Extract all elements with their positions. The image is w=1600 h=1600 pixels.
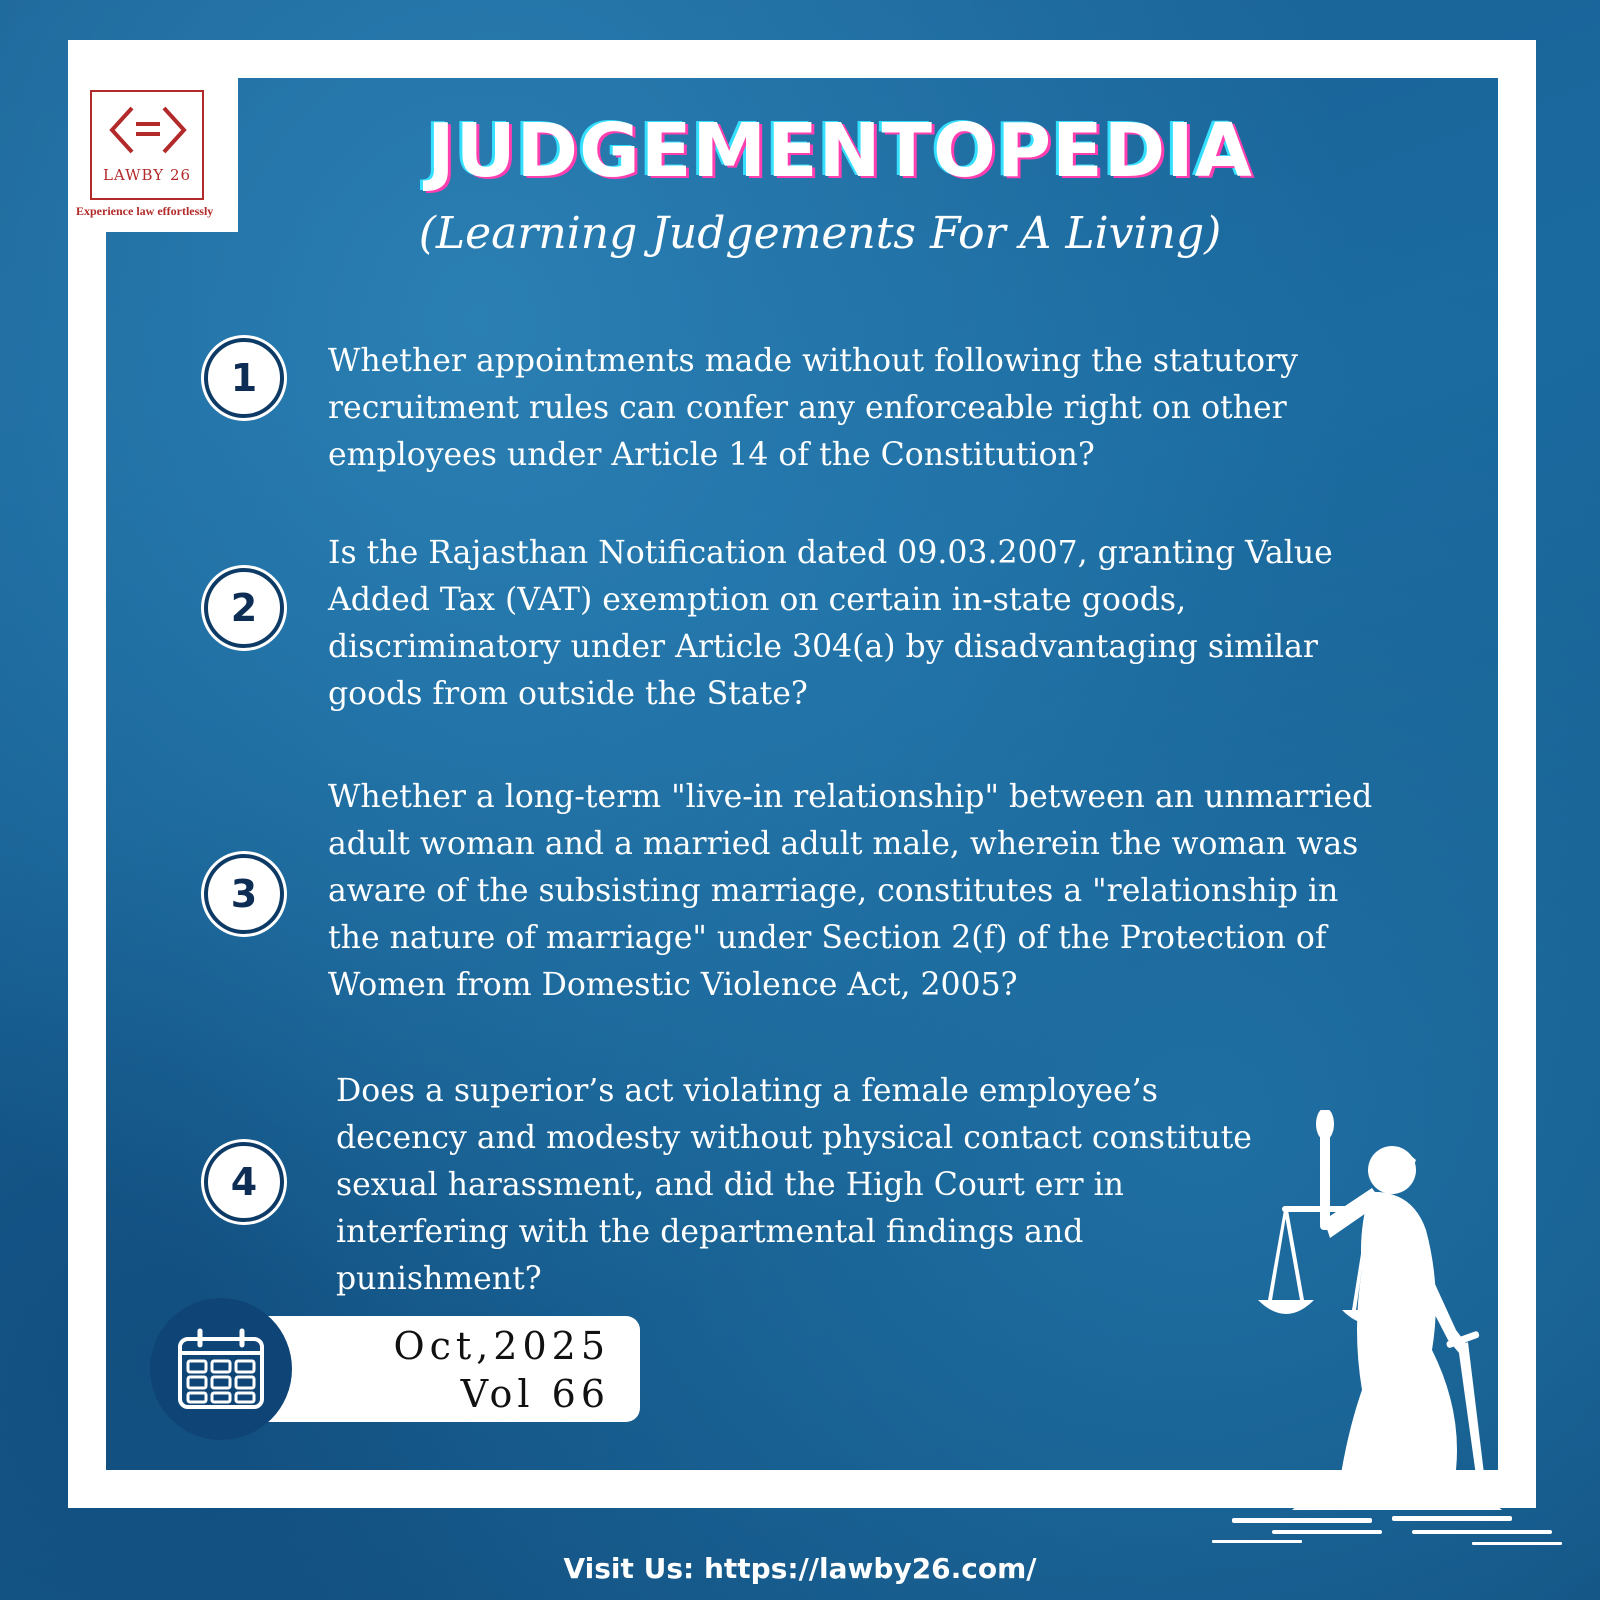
website-link[interactable]: Visit Us: https://lawby26.com/ — [563, 1552, 1037, 1585]
page-subtitle: (Learning Judgements For A Living) — [418, 208, 1222, 259]
question-number-badge: 4 — [204, 1142, 284, 1222]
code-brackets-icon — [106, 100, 190, 164]
question-number-badge: 2 — [204, 568, 284, 648]
edition-volume: Vol 66 — [460, 1372, 610, 1416]
logo-name: LAWBY 26 — [102, 166, 192, 184]
question-number-badge: 1 — [204, 338, 284, 418]
logo-mark — [90, 90, 204, 200]
edition-date: Oct,2025 — [393, 1324, 610, 1368]
question-number-badge: 3 — [204, 854, 284, 934]
calendar-badge — [150, 1298, 292, 1440]
lawby26-logo[interactable] — [68, 40, 238, 232]
page-title: JUDGEMENTOPEDIA — [427, 108, 1253, 194]
calendar-icon — [176, 1327, 266, 1411]
lady-justice-icon — [1212, 1110, 1572, 1550]
question-text: Does a superior’s act violating a female employee’s decency and modesty without physical contact constitute sexual harassment, and did the High Court err in interfering with the departmental findings and punishment? — [336, 1073, 1252, 1297]
question-text: Whether appointments made without following the statutory recruitment rules can confer any enforceable right on other employees under Article 14 of the Constitution? — [328, 343, 1298, 473]
question-text: Is the Rajasthan Notification dated 09.03.2007, granting Value Added Tax (VAT) exemption on certain in-state goods, discriminatory under Article 304(a) by disadvantaging similar goods from outside the State? — [328, 535, 1333, 712]
question-text: Whether a long-term "live-in relationship" between an unmarried adult woman and a married adult male, wherein the woman was aware of the subsisting marriage, constitutes a "relationship in the nature of marriage" under Section 2(f) of the Protection of Women from Domestic Violence Act, 2005? — [328, 779, 1373, 1003]
logo-tagline: Experience law effortlessly — [76, 204, 214, 218]
